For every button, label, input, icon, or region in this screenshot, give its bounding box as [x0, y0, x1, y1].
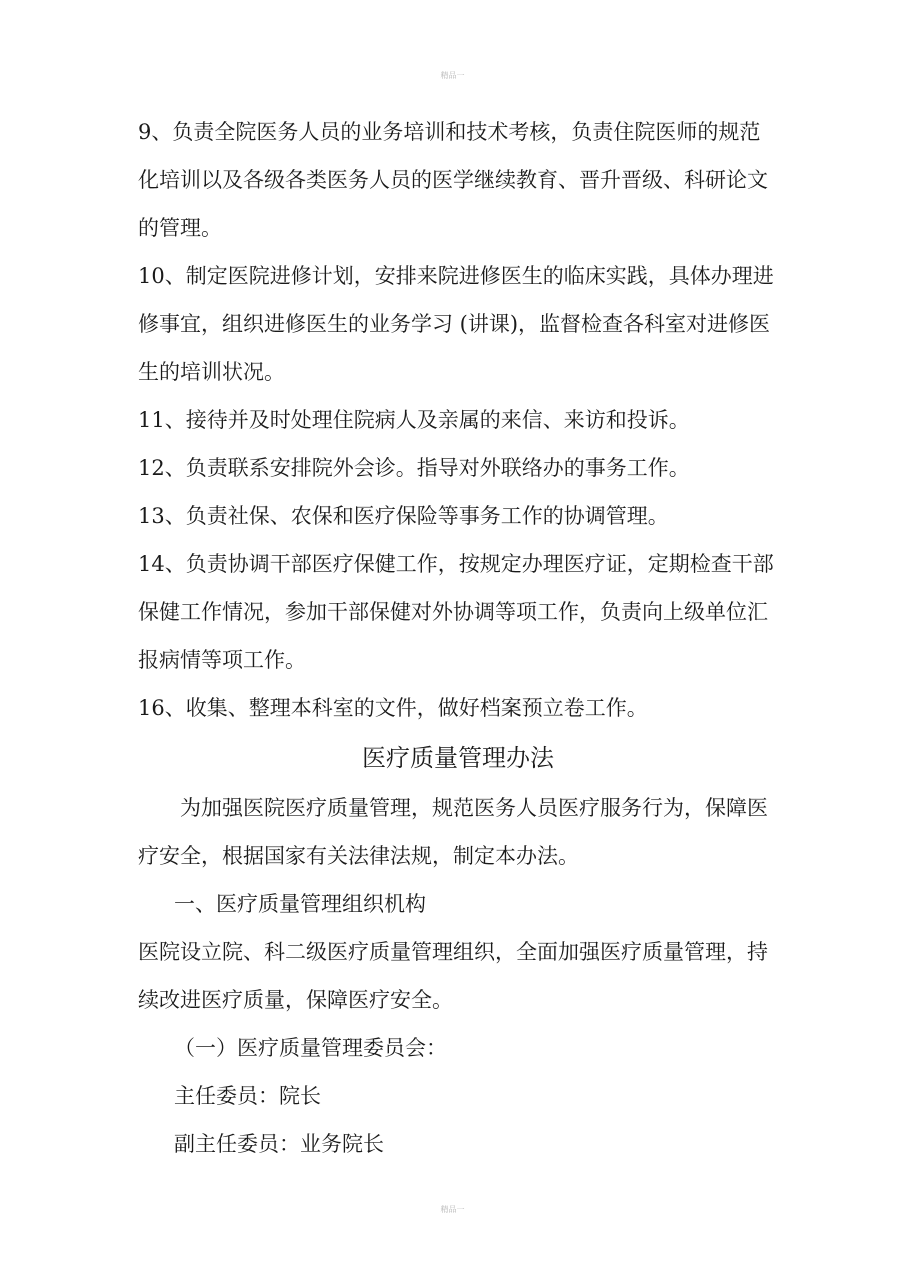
item-14-line-1: 14、负责协调干部医疗保健工作，按规定办理医疗证，定期检查干部 [138, 552, 774, 576]
item-9-line-1: 9、负责全院医务人员的业务培训和技术考核，负责住院医师的规范 [138, 120, 761, 144]
item-13-line: 13、负责社保、农保和医疗保险等事务工作的协调管理。 [138, 504, 669, 528]
page-header-mark: 精品一 [440, 71, 465, 80]
item-12-line: 12、负责联系安排院外会诊。指导对外联络办的事务工作。 [138, 456, 690, 480]
item-14-line-2: 保健工作情况，参加干部保健对外协调等项工作，负责向上级单位汇 [138, 600, 768, 624]
para-line-1: 医院设立院、科二级医疗质量管理组织，全面加强医疗质量管理，持 [138, 940, 768, 964]
item-10-line-3: 生的培训状况。 [138, 360, 285, 384]
member-vice-chair: 副主任委员：业务院长 [174, 1132, 384, 1156]
item-16-line: 16、收集、整理本科室的文件，做好档案预立卷工作。 [138, 696, 648, 720]
heading-1: 一、医疗质量管理组织机构 [174, 892, 426, 916]
document-body [138, 108, 778, 1168]
sub-heading: （一）医疗质量管理委员会： [174, 1036, 447, 1060]
item-14-line-3: 报病情等项工作。 [138, 648, 306, 672]
item-10-line-1: 10、制定医院进修计划，安排来院进修医生的临床实践，具体办理进 [138, 264, 774, 288]
section-title: 医疗质量管理办法 [362, 744, 554, 772]
item-9-line-2: 化培训以及各级各类医务人员的医学继续教育、晋升晋级、科研论文 [138, 168, 768, 192]
page-footer-mark: 精品一 [440, 1205, 465, 1214]
member-chair: 主任委员：院长 [174, 1084, 321, 1108]
para-line-2: 续改进医疗质量，保障医疗安全。 [138, 988, 453, 1012]
item-11-line: 11、接待并及时处理住院病人及亲属的来信、来访和投诉。 [138, 408, 690, 432]
intro-line-1: 为加强医院医疗质量管理，规范医务人员医疗服务行为，保障医 [180, 796, 768, 820]
item-10-line-2: 修事宜，组织进修医生的业务学习 (讲课)，监督检查各科室对进修医 [138, 312, 771, 336]
item-9-line-3: 的管理。 [138, 216, 222, 240]
intro-line-2: 疗安全，根据国家有关法律法规，制定本办法。 [138, 844, 579, 868]
